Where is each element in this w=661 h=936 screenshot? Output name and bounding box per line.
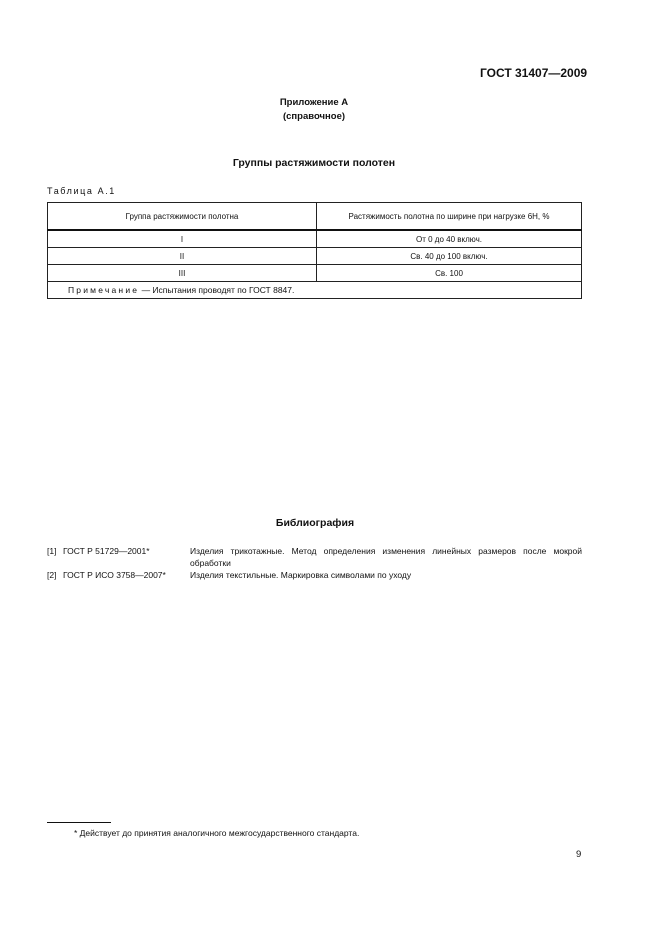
table-note-text: — Испытания проводят по ГОСТ 8847. [139,285,295,295]
page-number: 9 [576,849,582,860]
bibliography-entry-standard: ГОСТ Р ИСО 3758—2007* [63,570,166,580]
table-header-group: Группа растяжимости полотна [48,203,317,231]
bibliography-title: Библиография [275,517,355,529]
table-note [48,282,582,299]
table-cell-extensibility: От 0 до 40 включ. [317,230,582,248]
table-row [48,230,582,248]
section-title: Группы растяжимости полотен [232,157,396,169]
extensibility-table [47,202,582,299]
appendix-subtitle: (справочное) [282,111,346,122]
table-cell-group: II [48,248,317,265]
appendix-title: Приложение А [279,97,349,108]
bibliography-entry-number: [2] [47,570,57,580]
document-number: ГОСТ 31407—2009 [480,66,588,80]
bibliography-entry-number: [1] [47,546,57,556]
table-cell-group: III [48,265,317,282]
table-cell-extensibility: Св. 40 до 100 включ. [317,248,582,265]
bibliography-entry-standard: ГОСТ Р 51729—2001* [63,546,150,556]
table-cell-extensibility: Св. 100 [317,265,582,282]
table-note-row [48,282,582,299]
bibliography-entry-text: Изделия текстильные. Маркировка символами по уходу [190,570,412,580]
footnote-divider [47,822,111,823]
appendix-heading [0,96,628,124]
table-note-prefix: Примечание [68,285,140,295]
table-header-extensibility: Растяжимость полотна по ширине при нагрузке 6Н, % [317,203,582,231]
bibliography-entry-text: Изделия трикотажные. Метод определения изменения линейных размеров после мокрой обработки [190,546,582,568]
footnote: * Действует до принятия аналогичного межгосударственного стандарта. [74,828,360,838]
table-header-row [48,203,582,231]
table-cell-group: I [48,230,317,248]
table-row [48,248,582,265]
table-row [48,265,582,282]
table-label: Таблица А.1 [47,186,116,196]
